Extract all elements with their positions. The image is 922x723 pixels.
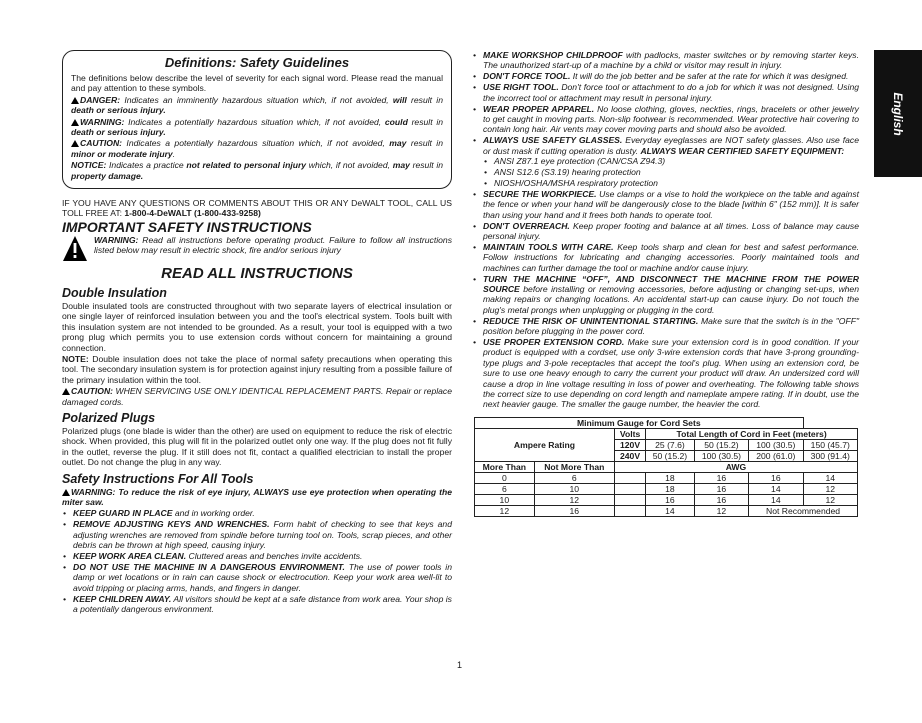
table-cell: 12: [803, 483, 857, 494]
safety-list: [472, 50, 859, 410]
language-tab: [874, 50, 922, 177]
page-number: 1: [457, 660, 463, 670]
table-cell: 14: [646, 505, 695, 516]
table-row: [475, 505, 858, 516]
table-cell: 100 (30.5): [749, 439, 803, 450]
list-item: • KEEP CHILDREN AWAY. All visitors should be kept at a safe distance from work area. Your shop is a potentially dangerous environment.: [62, 594, 452, 615]
table-row: [475, 483, 858, 494]
table-cell: 10: [475, 494, 535, 505]
list-item: • REMOVE ADJUSTING KEYS AND WRENCHES. Form habit of checking to see that keys and adjusting wrenches are removed from spindle before turning tool on. Tools, scrap pieces, and other debris can be thrown at high speed, causing injury.: [62, 519, 452, 550]
table-cell: 0: [475, 472, 535, 483]
right-column: [472, 50, 859, 517]
table-cell: 12: [803, 494, 857, 505]
table-cell: 18: [646, 472, 695, 483]
table-cell: 16: [694, 472, 748, 483]
table-cell: 16: [694, 483, 748, 494]
table-cell: 50 (15.2): [694, 439, 748, 450]
table-cell: 14: [803, 472, 857, 483]
polarized-plugs-text: Polarized plugs (one blade is wider than the other) are used on equipment to reduce the risk of electric shock. When provided, this plug will fit in the polarized outlet only one way. If the plug does not fit fully in the outlet, reverse the plug. If it still does not fit, contact a qualified electrician to install the proper outlet. Do not change the plug in any way.: [62, 425, 452, 468]
list-item: • REDUCE THE RISK OF UNINTENTIONAL STARTING. Make sure that the switch is in the "OFF" position before plugging in the power cord.: [472, 316, 859, 337]
double-insulation-caution: CAUTION: WHEN SERVICING USE ONLY IDENTICAL REPLACEMENT PARTS. Repair or replace damaged cords.: [62, 386, 452, 407]
volts-header: Volts: [614, 428, 645, 439]
table-cell: 6: [534, 472, 614, 483]
list-item: • DON'T FORCE TOOL. It will do the job better and be safer at the rate for which it was designed.: [472, 71, 859, 81]
table-cell: 120V: [614, 439, 645, 450]
table-cell: Not More Than: [534, 461, 614, 472]
table-cell: 240V: [614, 450, 645, 461]
table-cell: [614, 505, 645, 516]
warning-definition: WARNING: Indicates a potentially hazardous situation which, if not avoided, could result in death or serious injury.: [71, 116, 444, 138]
definitions-intro: The definitions below describe the level of severity for each signal word. Please read the manual and pay attention to these symbols.: [71, 73, 443, 94]
notice-definition: NOTICE: Indicates a practice not related to personal injury which, if not avoided, may result in property damage.: [71, 160, 444, 181]
table-row: [475, 494, 858, 505]
list-item: • SECURE THE WORKPIECE. Use clamps or a vise to hold the workpiece on the table and against the fence or when your hand will be dangerously close to the blade [within 6" (152 mm)]. It is safer than using your hand and it frees both hands to operate tool.: [472, 189, 859, 220]
contact-line: IF YOU HAVE ANY QUESTIONS OR COMMENTS ABOUT THIS OR ANY DeWALT TOOL, CALL US TOLL FREE AT: 1-800-4-DeWALT (1-800-433-9258): [62, 198, 452, 219]
length-header: Total Length of Cord in Feet (meters): [646, 428, 858, 439]
list-item: • ALWAYS USE SAFETY GLASSES. Everyday eyeglasses are NOT safety glasses. Also use face or dust mask if cutting operation is dusty. ALWAYS WEAR CERTIFIED SAFETY EQUIPMENT: • ANSI Z87.1 eye protection (CAN/CSA Z94.3) • ANSI S12.6 (S3.19) hearing protection • NIOSH/OSHA/MSHA respiratory protection: [472, 135, 859, 188]
equipment-sublist: [483, 156, 859, 188]
table-cell: 18: [646, 483, 695, 494]
table-cell: 100 (30.5): [694, 450, 748, 461]
table-cell: 50 (15.2): [646, 450, 695, 461]
definitions-box: [62, 50, 452, 189]
list-item: • USE PROPER EXTENSION CORD. Make sure your extension cord is in good condition. If your product is equipped with a cordset, use only 3-wire extension cords that have 3-prong grounding-type plugs and 3-pole receptacles that accept the tool's plug. When using an extension cord, be sure to use one heavy enough to carry the current your product will draw. An undersized cord will cause a drop in line voltage resulting in loss of power and overheating. The following table shows the correct size to use depending on cord length and nameplate ampere rating. If in doubt, use the next heavier gauge. The smaller the gauge number, the heavier the cord.: [472, 337, 859, 410]
table-cell: [614, 494, 645, 505]
left-column: [62, 50, 452, 615]
table-title: Minimum Gauge for Cord Sets: [475, 417, 804, 428]
warning-triangle-icon: [71, 97, 79, 104]
caution-definition: CAUTION: Indicates a potentially hazardous situation which, if not avoided, may result in minor or moderate injury.: [71, 138, 443, 159]
list-item: • USE RIGHT TOOL. Don't force tool or attachment to do a job for which it was not designed. Using the incorrect tool or attachment may result in personal injury.: [472, 82, 859, 103]
table-cell: [614, 472, 645, 483]
table-cell: 12: [475, 505, 535, 516]
list-item: • KEEP GUARD IN PLACE and in working order.: [62, 508, 452, 518]
list-item: • TURN THE MACHINE “OFF”, AND DISCONNECT THE MACHINE FROM THE POWER SOURCE before installing or removing accessories, before adjusting or changing set-ups, when making repairs or changing locations. An accidental start-up can cause injury. Do not touch the plug's metal prongs when unplugging or plugging in the cord.: [472, 274, 859, 316]
list-item: • WEAR PROPER APPAREL. No loose clothing, gloves, neckties, rings, bracelets or other jewelry to get caught in moving parts. Non-slip footwear is recommended. Wear protective hair covering to contain long hair. Air vents may cover moving parts and should also be avoided.: [472, 104, 859, 135]
important-warning: [62, 235, 452, 263]
read-all-title: READ ALL INSTRUCTIONS: [161, 264, 353, 282]
list-item: • DON'T OVERREACH. Keep proper footing and balance at all times. Loss of balance may cause personal injury.: [472, 221, 859, 242]
table-cell: 150 (45.7): [803, 439, 857, 450]
table-cell: Not Recommended: [749, 505, 858, 516]
list-item: • ANSI Z87.1 eye protection (CAN/CSA Z94.3): [483, 156, 859, 166]
table-cell: 16: [749, 472, 803, 483]
all-tools-title: Safety Instructions For All Tools: [62, 471, 254, 486]
table-cell: 300 (91.4): [803, 450, 857, 461]
table-cell: AWG: [614, 461, 857, 472]
warning-triangle-icon: [62, 235, 88, 263]
all-tools-warning: WARNING: To reduce the risk of eye injury, ALWAYS use eye protection when operating the miter saw.: [62, 486, 452, 507]
warning-triangle-icon: [62, 388, 70, 395]
important-safety-title: IMPORTANT SAFETY INSTRUCTIONS: [62, 218, 312, 235]
list-item: • ANSI S12.6 (S3.19) hearing protection: [483, 167, 859, 177]
warning-triangle-icon: [71, 119, 79, 126]
table-row: [475, 461, 858, 472]
table-cell: 16: [646, 494, 695, 505]
double-insulation-note: NOTE: Double insulation does not take the place of normal safety precautions when operating this tool. The secondary insulation system is for protection against injury resulting from a possible failure of the primary insulation within the tool.: [62, 353, 452, 385]
double-insulation-title: Double Insulation: [62, 285, 167, 300]
important-warning-text: WARNING: Read all instructions before operating product. Failure to follow all instructions listed below may result in electric shock, fire and/or serious injury: [94, 234, 452, 256]
double-insulation-text: Double insulated tools are constructed throughout with two separate layers of electrical insulation or one single layer of reinforced insulation between you and the tool's electrical system. Tools built with this insulation system are not intended to be grounded. As a result, your tool is equipped with a two prong plug which permits you to use extension cords without concern for maintaining a ground connection.: [62, 300, 452, 353]
danger-definition: DANGER: Indicates an imminently hazardous situation which, if not avoided, will result in death or serious injury.: [71, 94, 443, 116]
table-cell: 14: [749, 494, 803, 505]
table-row: [475, 417, 858, 428]
table-cell: 25 (7.6): [646, 439, 695, 450]
table-cell: 16: [694, 494, 748, 505]
table-cell: 6: [475, 483, 535, 494]
table-cell: 200 (61.0): [749, 450, 803, 461]
table-cell: More Than: [475, 461, 535, 472]
list-item: • NIOSH/OSHA/MSHA respiratory protection: [483, 178, 859, 188]
table-row: [475, 472, 858, 483]
warning-triangle-icon: [62, 489, 70, 496]
list-item: • MAINTAIN TOOLS WITH CARE. Keep tools sharp and clean for best and safest performance. Follow instructions for lubricating and changing accessories. Poorly maintained tools and machines can further damage the tool or machine and/or cause injury.: [472, 242, 859, 273]
table-cell: 16: [534, 505, 614, 516]
table-cell: 10: [534, 483, 614, 494]
table-cell: 12: [694, 505, 748, 516]
polarized-plugs-title: Polarized Plugs: [62, 410, 156, 425]
warning-triangle-icon: [71, 140, 79, 147]
language-tab-label: English: [891, 91, 905, 136]
table-cell: 12: [534, 494, 614, 505]
table-row: [475, 428, 858, 439]
table-cell: 14: [749, 483, 803, 494]
ampere-header: Ampere Rating: [475, 428, 615, 461]
list-item: • KEEP WORK AREA CLEAN. Cluttered areas and benches invite accidents.: [62, 551, 452, 561]
cord-gauge-table: [474, 417, 858, 517]
all-tools-list: [62, 508, 452, 614]
list-item: • DO NOT USE THE MACHINE IN A DANGEROUS ENVIRONMENT. The use of power tools in damp or wet locations or in rain can cause shock or electrocution. Keep your work area well-lit to avoid tripping or placing arms, hands, and fingers in danger.: [62, 562, 452, 593]
definitions-title: Definitions: Safety Guidelines: [164, 55, 350, 70]
table-cell: [614, 483, 645, 494]
list-item: • MAKE WORKSHOP CHILDPROOF with padlocks, master switches or by removing starter keys. The unauthorized start-up of a machine by a child or visitor may result in injury.: [472, 50, 859, 71]
